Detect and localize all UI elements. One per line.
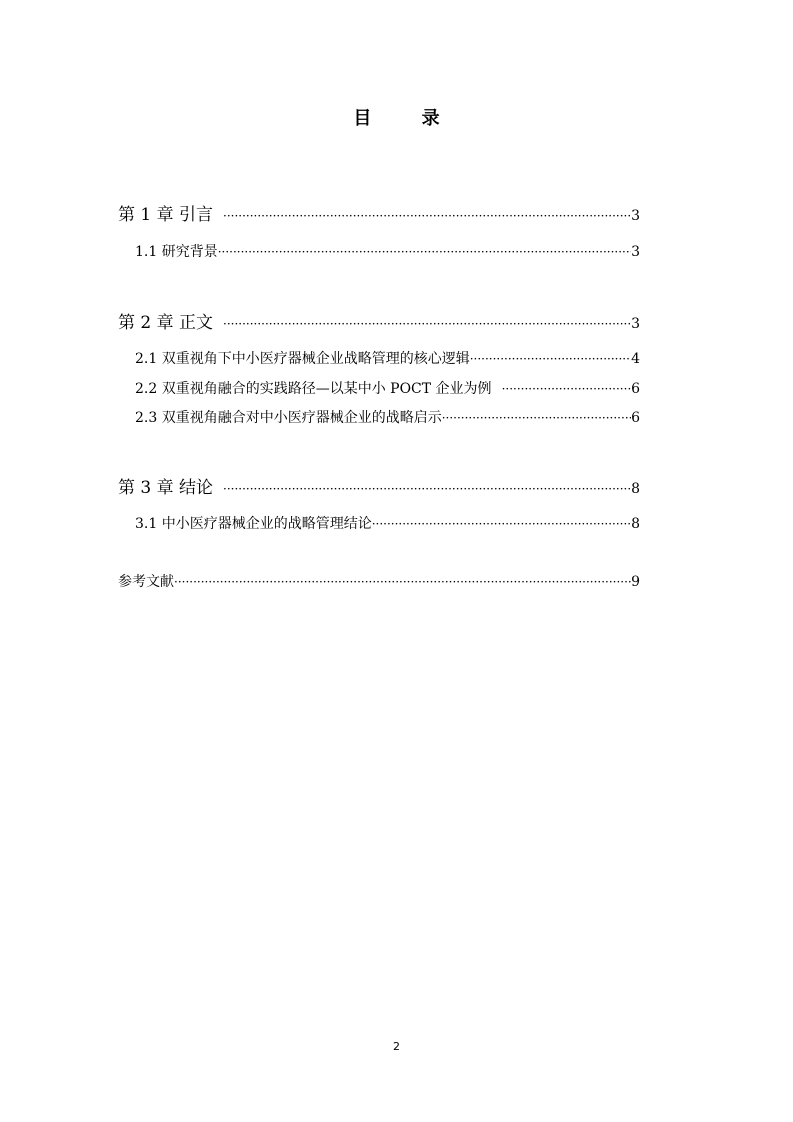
- toc-label: 参考文献: [118, 574, 174, 590]
- toc-page-number: 4: [631, 351, 640, 367]
- toc-entry-section-2-1[interactable]: [135, 348, 640, 368]
- dot-leader: [372, 517, 631, 531]
- dot-leader: [223, 209, 631, 223]
- toc-entry-section-2-2[interactable]: [135, 378, 640, 398]
- toc-entry-chapter-2[interactable]: [118, 308, 640, 333]
- toc-entry-section-1-1[interactable]: [135, 241, 640, 261]
- toc-page-number: 3: [631, 244, 640, 260]
- toc-label: 1.1 研究背景: [135, 244, 218, 260]
- toc-page-number: 3: [631, 208, 640, 224]
- page-title: 目 录: [353, 108, 462, 129]
- toc-label: 3.1 中小医疗器械企业的战略管理结论: [135, 516, 372, 532]
- dot-leader: [174, 575, 631, 589]
- toc-page-number: 9: [631, 574, 640, 590]
- toc-label: 第 2 章 正文: [118, 313, 214, 333]
- toc-entry-section-3-1[interactable]: [135, 513, 640, 533]
- dot-leader: [223, 317, 631, 331]
- dot-leader: [442, 411, 631, 425]
- toc-entry-references[interactable]: [118, 571, 640, 591]
- toc-page-number: 6: [631, 381, 640, 397]
- toc-label: 2.3 双重视角融合对中小医疗器械企业的战略启示: [135, 410, 442, 426]
- toc-entry-chapter-3[interactable]: [118, 473, 640, 498]
- toc-entry-chapter-1[interactable]: [118, 200, 640, 225]
- toc-page-number: 6: [631, 410, 640, 426]
- toc-label: 2.2 双重视角融合的实践路径—以某中小 POCT 企业为例: [135, 381, 492, 397]
- toc-page-number: 8: [631, 516, 640, 532]
- dot-leader: [470, 352, 631, 366]
- toc-entry-section-2-3[interactable]: [135, 407, 640, 427]
- page-number: 2: [393, 1040, 400, 1053]
- toc-label: 第 1 章 引言: [118, 205, 214, 225]
- toc-page-number: 3: [631, 316, 640, 332]
- toc-page-number: 8: [631, 481, 640, 497]
- toc-label: 2.1 双重视角下中小医疗器械企业战略管理的核心逻辑: [135, 351, 470, 367]
- dot-leader: [502, 382, 632, 396]
- toc-label: 第 3 章 结论: [118, 478, 214, 498]
- dot-leader: [218, 245, 631, 259]
- dot-leader: [223, 482, 631, 496]
